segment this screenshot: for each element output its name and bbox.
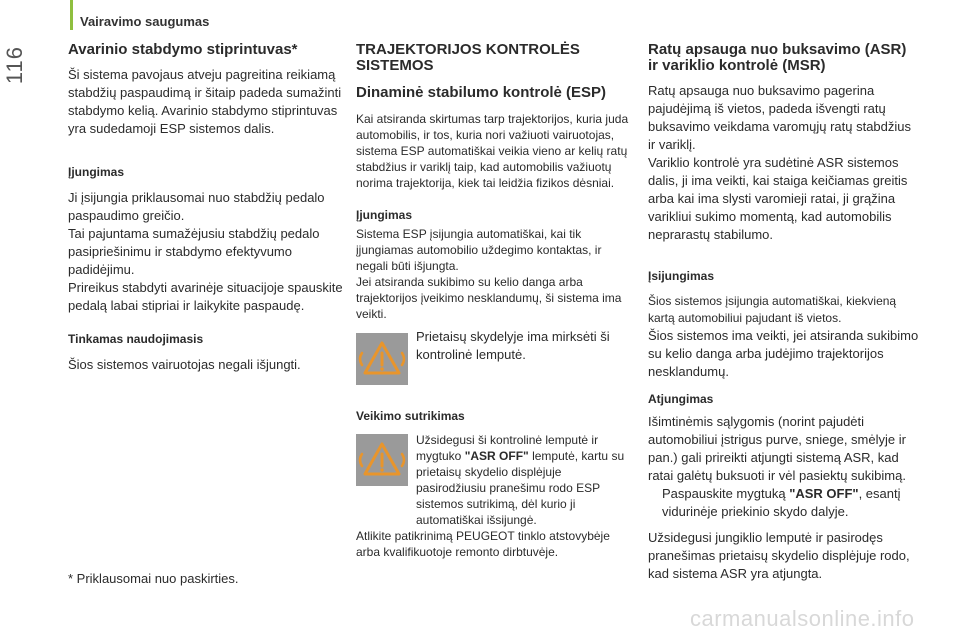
esp-fault-text	[416, 432, 631, 528]
asr-step-text-a: Paspauskite mygtuką	[662, 486, 790, 501]
column-esp	[356, 42, 631, 560]
esp-fault-text-a: Užsidegusi ši kontrolinė lemputė ir mygtuko	[416, 433, 599, 463]
asr-off-steps	[648, 485, 920, 521]
asr-final-text: Užsidegusi jungiklio lemputė ir pasirodęs pranešimas prietaisų skydelio displėjuje rodo, kad sistema ASR yra atjungta.	[648, 530, 910, 581]
trajectory-title: TRAJEKTORIJOS KONTROLĖS SISTEMOS	[356, 41, 580, 74]
asr-on-heading: Įsijungimas	[648, 269, 715, 283]
brake-assist-on-text: Ji įsijungia priklausomai nuo stabdžių pedalo paspaudimo greičio.	[68, 190, 325, 223]
asr-step-text-b: , esantį vidurinėje priekinio skydo dalyje.	[662, 486, 901, 519]
brake-assist-use-heading: Tinkamas naudojimasis	[68, 332, 204, 346]
esp-warning-block-1	[356, 328, 631, 388]
asr-off-heading: Atjungimas	[648, 392, 714, 406]
column-asr	[648, 42, 920, 583]
asr-title: Ratų apsauga nuo buksavimo (ASR) ir variklio kontrolė (MSR)	[648, 41, 907, 74]
asr-intro-2: Variklio kontrolė yra sudėtinė ASR sistemos dalis, ji ima veikti, kai staiga keičiamas greitis arba kai ima slysti varomieji ratai, ji grąžina varikliui sukimo momentą, kad automobilis neprarastų stabilumo.	[648, 155, 908, 242]
esp-fault-heading: Veikimo sutrikimas	[356, 409, 465, 423]
brake-assist-intro: Ši sistema pavojaus atveju pagreitina reikiamą stabdžių paspaudimą ir šitaip padeda sumažinti stabdymo kelią. Avarinio stabdymo stiprintuvas yra sudedamoji ESP sistemos dalis.	[68, 67, 342, 136]
asr-intro: Ratų apsauga nuo buksavimo pagerina pajudėjimą iš vietos, padeda išvengti ratų buksavimo veikdama varomųjų ratų stabdžius ir variklį.	[648, 83, 912, 152]
brake-assist-use-text: Šios sistemos vairuotojas negali išjungti.	[68, 357, 301, 372]
list-item	[648, 485, 920, 521]
brake-assist-title: Avarinio stabdymo stiprintuvas*	[68, 41, 298, 58]
brake-assist-on-text-2: Tai pajuntama sumažėjusiu stabdžių pedalo pasipriešinimu ir stabdymo efektyvumo padidėjimu.	[68, 226, 320, 277]
esp-fault-lamp-icon	[356, 434, 408, 486]
section-label: Vairavimo saugumas	[80, 14, 210, 29]
esp-on-text-2: Jei atsiranda sukibimo su kelio danga arba trajektorijos įveikimo nesklandumų, ši sistema ima veikti.	[356, 275, 622, 321]
column-brake-assist	[68, 42, 343, 374]
esp-warning-block-2	[356, 432, 631, 560]
watermark: carmanualsonline.info	[690, 606, 915, 631]
esp-warning-text-1: Prietaisų skydelyje ima mirksėti ši kontrolinė lemputė.	[416, 329, 610, 362]
asr-off-text: Išimtinėmis sąlygomis (norint pajudėti automobiliui įstrigus purve, sniege, smėlyje ir pan.) gali prireikti atjungti sistemą ASR, kad ratai galėtų buksuoti ir vėl pasiektų sukibimą.	[648, 414, 906, 483]
esp-on-text: Sistema ESP įsijungia automatiškai, kai tik įjungiamas automobilio uždegimo kontaktas, ir negali būti išjungta.	[356, 227, 602, 273]
esp-intro: Kai atsiranda skirtumas tarp trajektorijos, kuria juda automobilis, ir tos, kuria nori važiuoti vairuotojas, sistema ESP automatiškai veikia vieno ar kelių ratų stabdžius ir variklį taip, kad automobilis važiuotų norima trajektorija, kiek tai leidžia fizikos dėsniai.	[356, 112, 629, 190]
brake-assist-on-text-3: Prireikus stabdyti avarinėje situacijoje spauskite pedalą labai stipriai ir laikykite paspaudę.	[68, 280, 343, 313]
asr-on-text-2: Šios sistemos ima veikti, jei atsiranda sukibimo su kelio danga arba judėjimo trajektorijos nesklandumų.	[648, 328, 919, 379]
asr-off-key-label: "ASR OFF"	[464, 449, 529, 463]
esp-subtitle: Dinaminė stabilumo kontrolė (ESP)	[356, 84, 607, 101]
page-number: 116	[2, 46, 27, 85]
footnote: * Priklausomai nuo paskirties.	[68, 571, 239, 586]
esp-on-heading: Įjungimas	[356, 208, 413, 222]
section-accent-bar	[70, 0, 73, 30]
asr-off-key-label-2: "ASR OFF"	[789, 486, 859, 501]
esp-fault-advice: Atlikite patikrinimą PEUGEOT tinklo atstovybėje arba kvalifikuotoje remonto dirbtuvėje.	[356, 529, 610, 559]
brake-assist-on-heading: Įjungimas	[68, 165, 125, 179]
esp-warning-lamp-icon	[356, 333, 408, 385]
esp-fault-text-b: lemputė, kartu su prietaisų skydelio displėjuje pasirodžiusiu pranešimu rodo ESP sistemos sutrikimą, dėl kurio ji automatiškai išsijungė.	[416, 449, 625, 527]
asr-on-text: Šios sistemos įsijungia automatiškai, kiekvieną kartą automobiliui pajudant iš vietos.	[648, 294, 897, 325]
